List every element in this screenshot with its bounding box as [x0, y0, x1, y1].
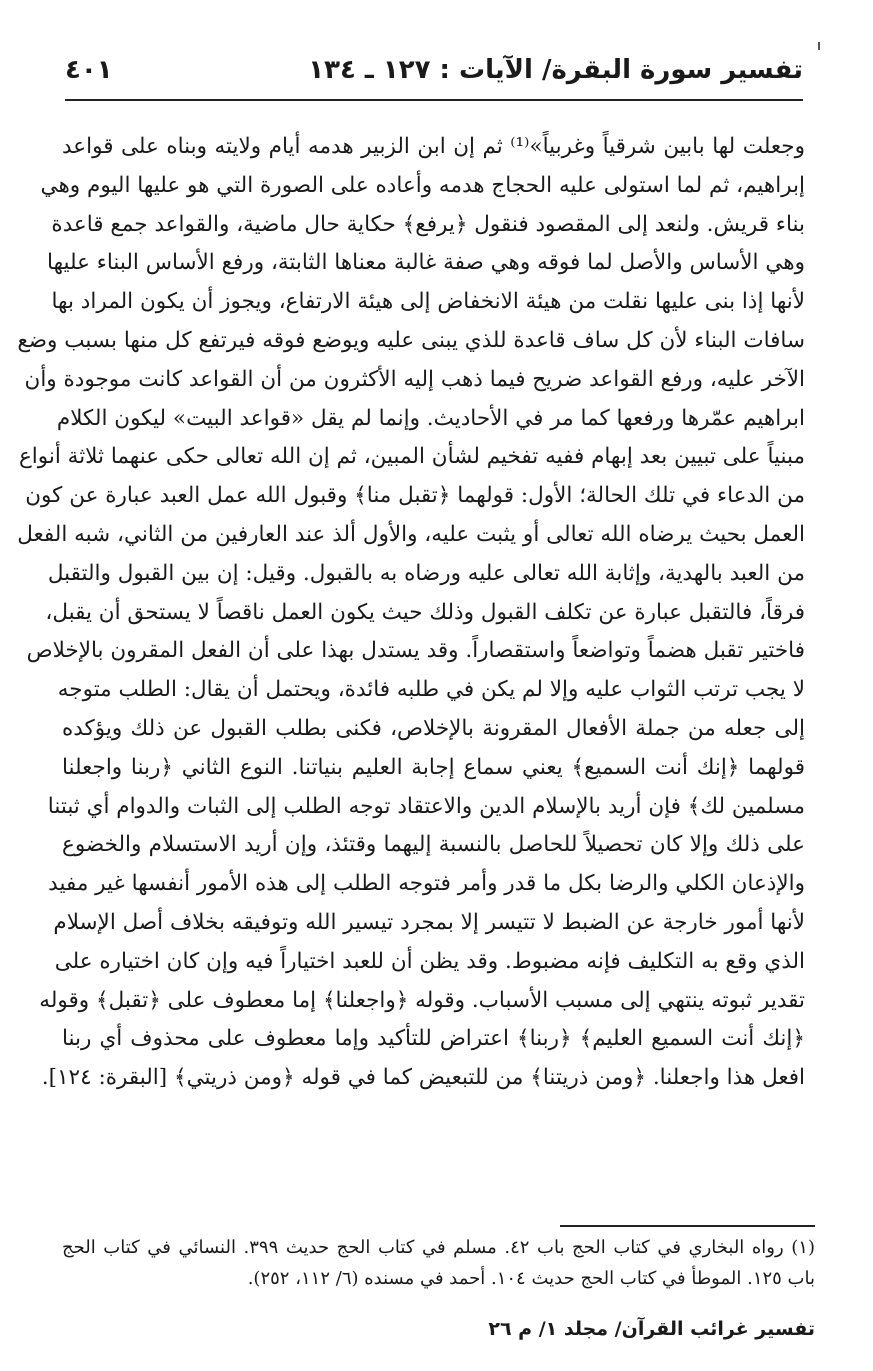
body-line: إلى جعله من جملة الأفعال المقرونة بالإخلاص، فكنى بطلب القبول عن ذلك ويؤكده [62, 715, 805, 741]
body-line: إبراهيم، ثم لما استولى عليه الحجاج هدمه وأعاده على الصورة التي هو عليها اليوم وهي [40, 172, 805, 198]
body-line: من الدعاء في تلك الحالة؛ الأول: قولهما ﴿تقبل منا﴾ وقبول الله عمل العبد عبارة عن كون [25, 483, 805, 509]
body-line: العمل بحيث يرضاه الله تعالى أو يثبت عليه، والأول ألذ عند العارفين من الثاني، شبه الفعل [17, 521, 805, 547]
body-line: مسلمين لك﴾ فإن أريد بالإسلام الدين والاعتقاد توجه الطلب إلى الثبات والدوام أي ثبتنا [47, 793, 805, 819]
body-line: قولهما ﴿إنك أنت السميع﴾ يعني سماع إجابة العليم بنياتنا. النوع الثاني ﴿ربنا واجعلنا [62, 754, 805, 780]
running-title: تفسير سورة البقرة/ الآيات : ١٢٧ ـ ١٣٤ [308, 55, 803, 85]
body-line: وجعلت لها بابين شرقياً وغربياً»⁽¹⁾ ثم إن ابن الزبير هدمه أيام ولايته وبناه على قواعد [62, 134, 805, 159]
body-line: فرقاً، فالتقبل عبارة عن تكلف القبول وذلك حيث يكون العمل ناقصاً لا يستحق أن يقبل، [45, 599, 805, 625]
footnote-line: (١) رواه البخاري في كتاب الحج باب ٤٢. مسلم في كتاب الحج حديث ٣٩٩. النسائي في كتاب الحج [62, 1237, 815, 1258]
body-line: الذي وقع به التكليف فإنه مضبوط. وقد يظن أن للعبد اختياراً فيه وإن كان اختياره على [54, 948, 805, 974]
body-line: لأنها إذا بنى عليها نقلت من هيئة الانخفاض إلى هيئة الارتفاع، ويجوز أن يكون المراد بها [51, 289, 805, 315]
body-line: مبنياً على تبيين بعد إبهام ففيه تفخيم لشأن المبين، ثم إن الله تعالى حكى عنهما ثلاثة أنواع [18, 444, 805, 470]
body-line: فاختير تقبل هضماً وتواضعاً واستقصاراً. وقد يستدل بهذا على أن الفعل المقرون بالإخلاص [26, 638, 805, 664]
footnote-line: باب ١٢٥. الموطأ في كتاب الحج حديث ١٠٤. أحمد في مسنده (٦/ ١١٢، ٢٥٢). [247, 1268, 815, 1289]
body-line: لا يجب ترتب الثواب عليه وإلا لم يكن في طلبه فائدة، ويحتمل أن يقال: الطلب متوجه [57, 677, 805, 703]
body-line: ﴿إنك أنت السميع العليم﴾ ﴿ربنا﴾ اعتراض للتأكيد وإما معطوف على محذوف أي ربنا [62, 1026, 805, 1052]
body-line: بناء قريش. ولنعد إلى المقصود فنقول ﴿يرفع﴾ حكاية حال ماضية، والقواعد جمع قاعدة [51, 211, 805, 237]
body-line: والإذعان الكلي والرضا بكل ما قدر وأمر فتوجه الطلب إلى هذه الأمور أنفسها غير مفيد [48, 871, 805, 897]
signature-line: تفسير غرائب القرآن/ مجلد ١/ م ٢٦ [488, 1318, 815, 1340]
body-line: وهي الأساس والأصل لما فوقه وهي صفة غالبة معناها الثابتة، ورفع الأساس البناء عليها [47, 250, 805, 276]
body-line: تقدير ثبوته ينتهي إلى مسبب الأسباب. وقوله ﴿واجعلنا﴾ إما معطوف على ﴿تقبل﴾ وقوله [39, 987, 805, 1013]
body-line: لأنها أمور خارجة عن الضبط لا تتيسر إلا بمجرد تيسير الله وتوفيقه بخلاف أصل الإسلام [53, 909, 805, 935]
page-number: ٤٠١ [65, 55, 113, 85]
body-text [17, 128, 805, 1098]
corner-mark [818, 42, 820, 50]
body-line: افعل هذا واجعلنا. ﴿ومن ذريتنا﴾ من للتبعيض كما في قوله ﴿ومن ذريتي﴾ [البقرة: ١٢٤]. [41, 1065, 805, 1091]
body-line: من العبد بالهدية، وإثابة الله تعالى عليه ورضاه به بالقبول. وقيل: إن بين القبول والتقبل [47, 560, 805, 586]
page-header [65, 55, 803, 101]
body-line: على ذلك وإلا كان تحصيلاً للحاصل بالنسبة إليهما وقتئذ، وإن أريد الاستسلام والخضوع [62, 832, 805, 858]
body-line: سافات البناء لأن كل ساف قاعدة للذي يبنى عليه ويوضع فوقه فيرتفع كل منها بسبب وضع [17, 327, 805, 353]
footnotes [62, 1232, 815, 1294]
footnote-separator [560, 1225, 815, 1227]
body-line: ابراهيم عمّرها ورفعها كما مر في الأحاديث. وإنما لم يقل «قواعد البيت» ليكون الكلام [56, 405, 805, 431]
body-line: الآخر عليه، ورفع القواعد ضريح فيما ذهب إليه الأكثرون من أن القواعد كانت موجودة وأن [24, 366, 805, 392]
